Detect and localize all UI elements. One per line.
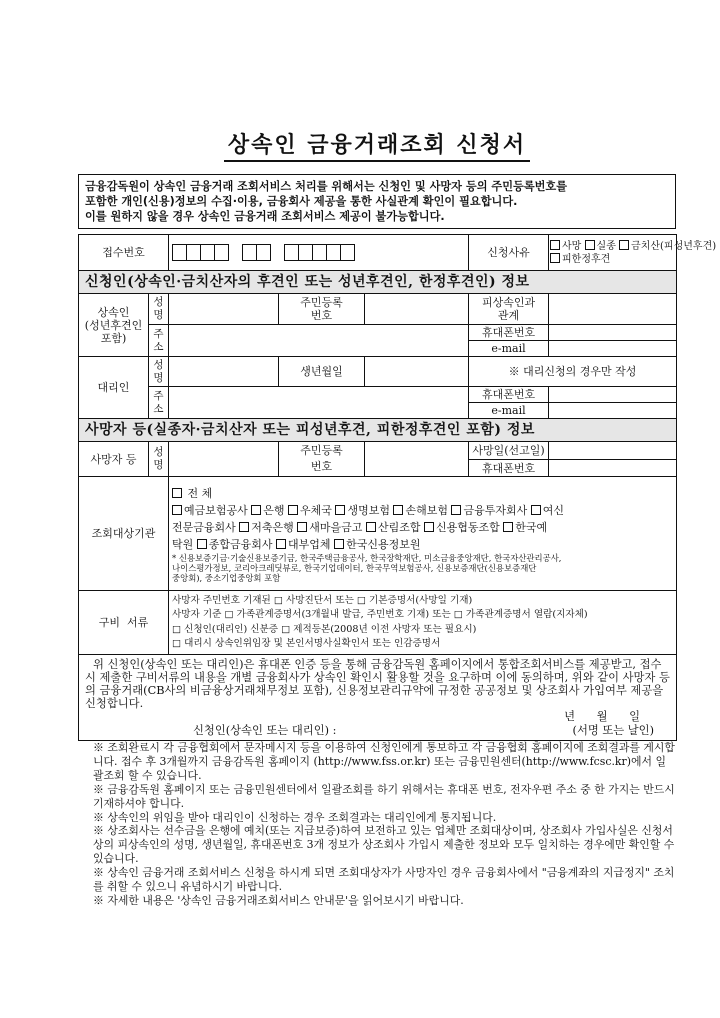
form-table — [78, 234, 717, 741]
heir-address-label: 주 소 — [149, 325, 169, 357]
note-text: ※ 자세한 내용은 '상속인 금융거래조회서비스 안내문'을 읽어보시기 바랍니다. — [93, 893, 464, 907]
reason-options — [549, 235, 717, 271]
target-checkbox[interactable] — [335, 505, 345, 515]
note-text: ※ 상속인 금융거래 조회서비스 신청을 하시게 되면 조회대상자가 사망자인 경우 금융회사에서 "금융계좌의 지급정지" 조치를 취할 수 있으니 유념하시기 바랍니다. — [93, 866, 675, 894]
target-checkbox[interactable] — [239, 522, 249, 532]
notice-line: 이를 원하지 않을 경우 상속인 금융거래 조회서비스 제공이 불가능합니다. — [85, 210, 445, 223]
heir-relation-label: 피상속인과 관계 — [469, 294, 549, 325]
reason-checkbox[interactable] — [550, 253, 560, 263]
target-item: 한국신용정보원 — [346, 537, 421, 551]
note-item — [78, 866, 676, 894]
documents-label: 구비 서류 — [79, 591, 169, 655]
reception-number-boxes[interactable] — [169, 235, 469, 271]
targets-options — [169, 477, 677, 591]
agreement-box — [79, 655, 677, 741]
target-checkbox[interactable] — [297, 522, 307, 532]
heir-relation-field[interactable] — [549, 294, 677, 325]
agent-birth-field[interactable] — [365, 357, 469, 387]
target-item: 대부업체 — [288, 537, 331, 551]
target-checkbox[interactable] — [393, 505, 403, 515]
heir-email-field[interactable] — [549, 341, 677, 357]
agent-email-label: e-mail — [469, 403, 549, 419]
target-item: 우체국 — [300, 503, 332, 517]
target-item: 손해보험 — [405, 503, 448, 517]
reason-label: 신청사유 — [469, 235, 549, 271]
heir-phone-field[interactable] — [549, 325, 677, 341]
application-form — [78, 128, 717, 908]
deceased-date-label: 사망일(선고일) — [469, 442, 549, 460]
target-checkbox[interactable] — [531, 505, 541, 515]
target-all: 전 체 — [187, 486, 213, 500]
notice-line: 금융감독원이 상속인 금융거래 조회서비스 처리를 위해서는 신청인 및 사망자 등의 주민등록번호를 — [85, 180, 568, 193]
notes — [78, 741, 676, 908]
form-title: 상속인 금융거래조회 신청서 — [78, 128, 676, 162]
reason-checkbox[interactable] — [585, 240, 595, 250]
target-checkbox[interactable] — [251, 505, 261, 515]
heir-name-label: 성 명 — [149, 294, 169, 325]
heir-rrn-label: 주민등록 번호 — [279, 294, 365, 325]
target-item: 예금보험공사 — [184, 503, 248, 517]
agent-name-label: 성 명 — [149, 357, 169, 387]
agent-address-field[interactable] — [169, 387, 469, 419]
target-item: 종합금융회사 — [208, 537, 273, 551]
target-checkbox[interactable] — [451, 505, 461, 515]
agent-email-field[interactable] — [549, 403, 677, 419]
footnote-line: 중앙회), 중소기업중앙회 포함 — [172, 572, 281, 583]
note-text: ※ 조회완료시 각 금융협회에서 문자메시지 등을 이용하여 신청인에게 통보하고 각 금융협회 홈페이지에 조회결과를 게시합니다. 접수 후 3개월까지 금융감독원 홈페이지 (http://www.fss.or.kr) 또는 금융민원센터(http://www.fcsc.kr)에서 일괄조회 할 수 있습니다. — [93, 741, 675, 782]
target-item: 생명보험 — [347, 503, 390, 517]
target-item: 금융투자회사 — [463, 503, 528, 517]
deceased-name-field[interactable] — [169, 442, 279, 477]
agent-phone-label: 휴대폰번호 — [469, 387, 549, 403]
target-checkbox[interactable] — [172, 505, 182, 515]
target-item: 저축은행 — [251, 520, 294, 534]
notice-line: 포함한 개인(신용)정보의 수집·이용, 금융회사 제공을 통한 사실관계 확인이 필요합니다. — [85, 195, 518, 208]
reason-death: 사망 — [562, 240, 582, 252]
target-checkbox[interactable] — [424, 522, 434, 532]
agreement-text: 위 신청인(상속인 또는 대리인)은 휴대폰 인증 등을 통해 금융감독원 홈페이지에서 통합조회서비스를 제공받고, 접수시 제출한 구비서류의 내용을 개별 금융회사가 상속인 확인시 활용할 것을 요구하며 이에 동의하며, 위와 같이 사망자 등의 금융거래(CB사의 비금융상거래채무정보 포함), 신용정보관리규약에 규정한 공공정보 및 상조회사 가입여부 제공을 신청합니다. — [85, 658, 670, 710]
note-text: ※ 상속인의 위임을 받아 대리인이 신청하는 경우 조회결과는 대리인에게 통지됩니다. — [93, 810, 497, 824]
document-line: □ 신청인(대리인) 신분증 □ 제적등본(2008년 이전 사망자 또는 필요시) — [172, 623, 477, 635]
note-item — [78, 824, 676, 866]
agent-name-field[interactable] — [169, 357, 279, 387]
note-item — [78, 811, 676, 825]
reception-number-label: 접수번호 — [79, 235, 169, 271]
target-checkbox[interactable] — [288, 505, 298, 515]
target-checkbox[interactable] — [197, 539, 207, 549]
heir-rrn-field[interactable] — [365, 294, 469, 325]
deceased-name-label: 성 명 — [149, 442, 169, 477]
agent-note: ※ 대리신청의 경우만 작성 — [469, 357, 677, 387]
document-line: □ 대리시 상속인위임장 및 본인서명사실확인서 또는 인감증명서 — [172, 638, 441, 649]
agreement-date: 년 월 일 — [564, 710, 641, 723]
reason-checkbox[interactable] — [619, 240, 629, 250]
agent-address-label: 주 소 — [149, 387, 169, 419]
heir-address-field[interactable] — [169, 325, 469, 357]
privacy-notice — [78, 174, 676, 229]
target-item: 새마을금고 — [309, 520, 363, 534]
target-item: 전문금융회사 — [172, 520, 236, 534]
footnote-line: * 신용보증기금·기술신용보증기금, 한국주택금융공사, 한국장학재단, 미소금융중앙재단, 한국자산관리공사, — [172, 552, 562, 563]
deceased-phone-field[interactable] — [549, 460, 677, 477]
target-item: 산림조합 — [377, 520, 421, 534]
targets-label: 조회대상기관 — [79, 477, 169, 591]
deceased-section-header: 사망자 등(실종자·금치산자 또는 피성년후견, 피한정후견인 포함) 정보 — [79, 419, 677, 442]
document-line: 사망자 기준 □ 가족관계증명서(3개월내 발급, 주민번호 기재) 또는 □ 가족관계증명서 열람(지자체) — [172, 609, 588, 620]
footnote-line: 나이스평가정보, 코리아크레딧뷰로, 한국기업데이터, 한국무역보험공사, 신용보증재단(신용보증재단 — [172, 562, 537, 573]
target-item: 신용협동조합 — [435, 520, 500, 534]
target-item: 한국예 — [515, 520, 548, 534]
documents-list — [169, 591, 677, 655]
reason-incompetent: 금치산(피성년후견) — [631, 240, 717, 252]
target-checkbox[interactable] — [276, 539, 286, 549]
applicant-section-header: 신청인(상속인·금치산자의 후견인 또는 성년후견인, 한정후견인) 정보 — [79, 271, 677, 294]
agent-label: 대리인 — [79, 357, 149, 419]
target-item: 은행 — [263, 503, 285, 517]
heir-label: 상속인 (성년후견인 포함) — [79, 294, 149, 357]
signature-note: (서명 또는 날인) — [572, 724, 655, 737]
deceased-phone-label: 휴대폰번호 — [469, 460, 549, 477]
note-item — [78, 741, 676, 783]
deceased-date-field[interactable] — [549, 442, 677, 460]
note-item — [78, 894, 676, 908]
target-item: 탁원 — [172, 537, 194, 551]
heir-email-label: e-mail — [469, 341, 549, 357]
reason-checkbox[interactable] — [550, 240, 560, 250]
target-checkbox[interactable] — [503, 522, 513, 532]
document-line: 사망자 주민번호 기재된 □ 사망진단서 또는 □ 기본증명서(사망일 기재) — [172, 594, 473, 606]
deceased-rrn-field[interactable] — [365, 442, 469, 477]
note-item — [78, 783, 676, 811]
reason-missing: 실종 — [596, 240, 616, 252]
target-item: 여신 — [542, 503, 564, 517]
heir-name-field[interactable] — [169, 294, 279, 325]
note-text: ※ 금융감독원 홈페이지 또는 금융민원센터에서 일괄조회를 하기 위해서는 휴대폰 번호, 전자우편 주소 중 한 가지는 반드시 기재하셔야 합니다. — [93, 782, 675, 810]
deceased-rrn-label: 주민등록 번호 — [279, 442, 365, 477]
note-text: ※ 상조회사는 선수금을 은행에 예치(또는 지급보증)하여 보전하고 있는 업체만 조회대상이며, 상조회사 가입사실은 신청서상의 피상속인의 성명, 생년월일, 휴대폰번호 3개 정보가 상조회사 가입시 제출한 정보와 모두 일치하는 경우에만 확인할 수 있습니다. — [93, 824, 675, 866]
reason-limited-guardianship: 피한정후견 — [562, 253, 611, 265]
signature-label: 신청인(상속인 또는 대리인) : — [193, 724, 337, 737]
agent-phone-field[interactable] — [549, 387, 677, 403]
deceased-label: 사망자 등 — [79, 442, 149, 477]
heir-phone-label: 휴대폰번호 — [469, 325, 549, 341]
agent-birth-label: 생년월일 — [279, 357, 365, 387]
target-checkbox[interactable] — [334, 539, 344, 549]
target-checkbox[interactable] — [366, 522, 376, 532]
target-checkbox[interactable] — [172, 488, 182, 498]
targets-footnote — [172, 553, 673, 583]
